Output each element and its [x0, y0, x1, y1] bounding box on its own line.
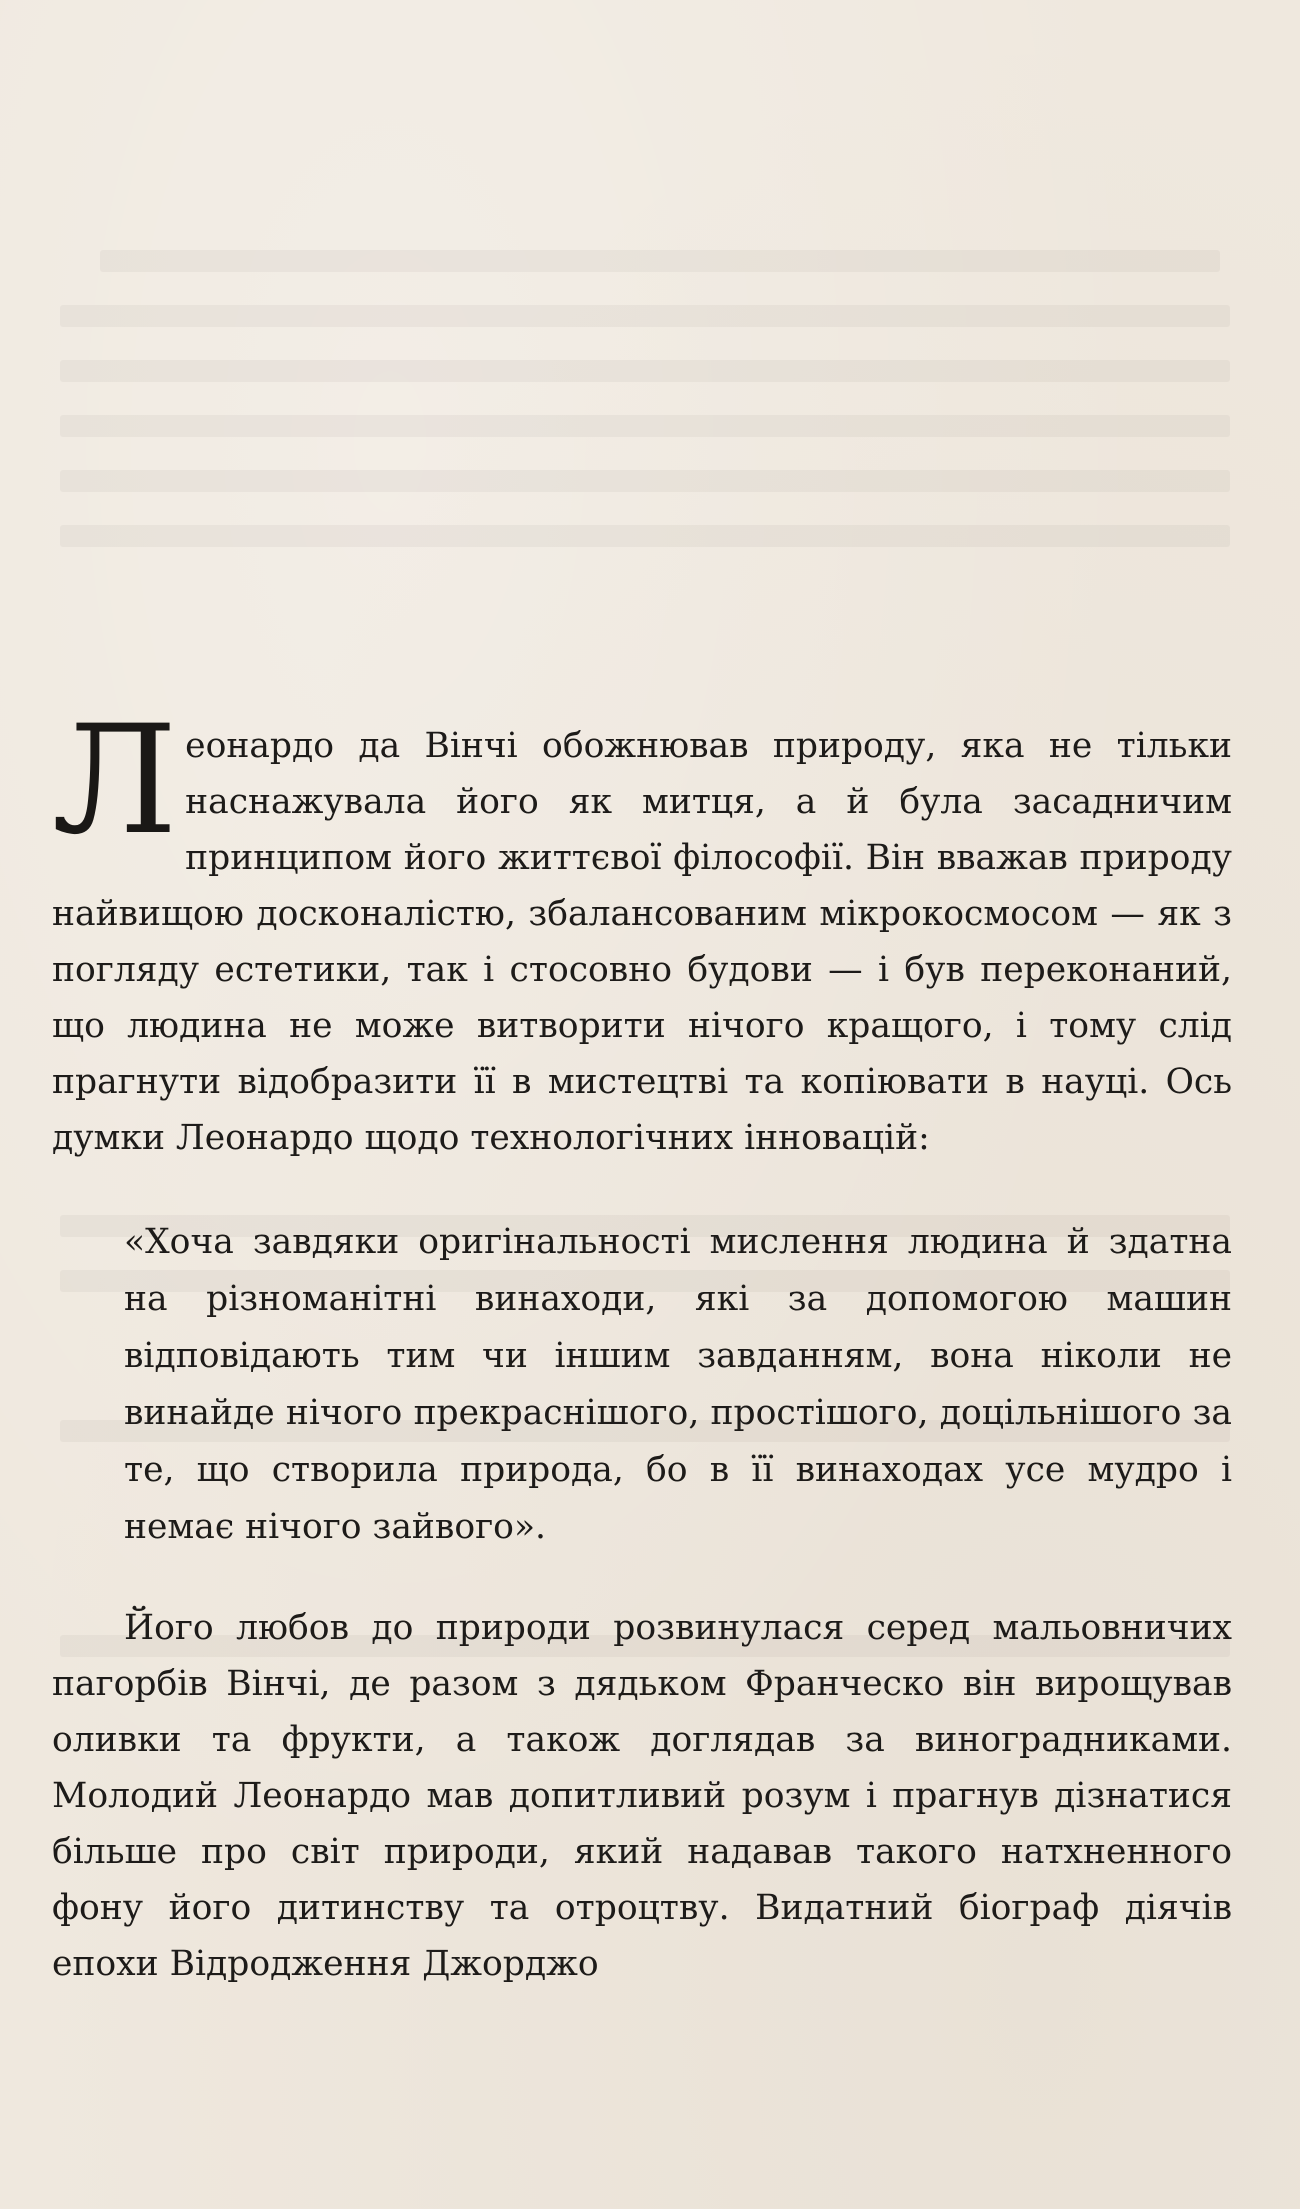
- intro-paragraph: [52, 694, 1232, 1166]
- leonardo-quote: «Хоча завдяки оригінальності мислення людина й здатна на різноманітні винаходи, які за допомогою машин відповідають тим чи іншим завданням, вона ніколи не винайде нічого прекраснішого, простішого, доцільнішого за те, що створила природа, бо в її винаходах усе мудро і немає нічого зайвого».: [124, 1222, 1232, 1547]
- follow-paragraph: Його любов до природи розвинулася серед мальовничих пагорбів Вінчі, де разом з дядьком Франческо він вирощував оливки та фрукти, а також доглядав за виноградниками. Молодий Леонардо мав допитливий розум і прагнув дізнатися більше про світ природи, який надавав такого натхненного фону його дитинству та отроцтву. Видатний біограф діячів епохи Відродження Джорджо: [52, 1608, 1232, 1984]
- drop-cap: Л: [52, 694, 178, 868]
- page-body: [52, 694, 1232, 1992]
- intro-paragraph-text: еонардо да Вінчі обожнював природу, яка не тільки наснажувала його як митця, а й була засадничим принципом його життєвої філософії. Він вважав природу найвищою досконалістю, збалансованим мікрокосмосом — як з погляду естетики, так і стосовно будови — і був переконаний, що людина не може витворити нічого кращого, і тому слід прагнути відобразити її в мистецтві та копіювати в науці. Ось думки Леонардо щодо технологічних інновацій:: [52, 726, 1232, 1158]
